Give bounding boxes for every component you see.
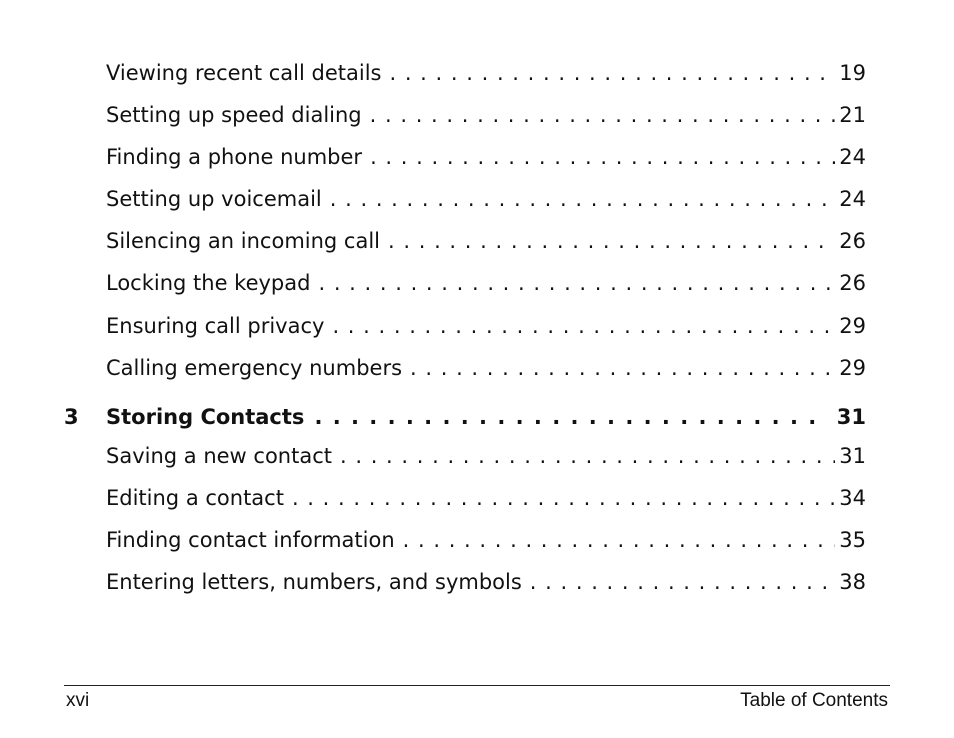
chapter-number: 3	[64, 405, 79, 429]
toc-entry-title: Setting up voicemail	[106, 187, 322, 211]
toc-entry-title: Viewing recent call details	[106, 61, 382, 85]
toc-entry-page: 35	[839, 528, 866, 552]
dot-leader	[340, 441, 835, 471]
toc-entry[interactable]	[106, 525, 866, 555]
toc-entry-page: 26	[839, 229, 866, 253]
toc-entry-title: Locking the keypad	[106, 271, 311, 295]
toc-entry-page: 31	[839, 444, 866, 468]
chapter-title: Storing Contacts	[106, 405, 305, 429]
toc-entry[interactable]	[106, 483, 866, 513]
toc-entry[interactable]	[106, 226, 866, 256]
dot-leader	[410, 353, 835, 383]
dot-leader	[530, 567, 835, 597]
dot-leader	[403, 525, 836, 555]
toc-entry-title: Finding a phone number	[106, 145, 363, 169]
toc-entry-page: 19	[839, 61, 866, 85]
toc-chapter[interactable]	[64, 402, 866, 432]
toc-entry[interactable]	[106, 184, 866, 214]
footer-page-number: xvi	[66, 690, 90, 711]
toc-entry-title: Editing a contact	[106, 486, 284, 510]
dot-leader	[292, 483, 835, 513]
dot-leader	[318, 268, 835, 298]
footer-divider	[64, 685, 890, 686]
toc-entry[interactable]	[106, 567, 866, 597]
toc-entry[interactable]	[106, 441, 866, 471]
dot-leader	[389, 58, 835, 88]
footer-section-title: Table of Contents	[740, 690, 888, 711]
toc-entry-page: 21	[839, 103, 866, 127]
dot-leader	[332, 311, 835, 341]
toc-entry[interactable]	[106, 142, 866, 172]
toc-entry[interactable]	[106, 268, 866, 298]
dot-leader	[314, 402, 826, 432]
toc-entry-title: Entering letters, numbers, and symbols	[106, 570, 522, 594]
toc-entry-page: 34	[839, 486, 866, 510]
toc-entry[interactable]	[106, 311, 866, 341]
toc-entry[interactable]	[106, 58, 866, 88]
toc-entry-page: 38	[839, 570, 866, 594]
toc-entry-title: Finding contact information	[106, 528, 395, 552]
toc-entry-page: 29	[839, 356, 866, 380]
toc-entry-page: 29	[839, 314, 866, 338]
toc-entry-page: 24	[839, 187, 866, 211]
toc-entry-title: Silencing an incoming call	[106, 229, 381, 253]
toc-entry-title: Ensuring call privacy	[106, 314, 325, 338]
toc-entry-title: Setting up speed dialing	[106, 103, 362, 127]
toc-entry-page: 26	[839, 271, 866, 295]
toc-entry[interactable]	[106, 353, 866, 383]
toc-entry-page: 24	[839, 145, 866, 169]
dot-leader	[388, 226, 835, 256]
dot-leader	[330, 184, 836, 214]
chapter-page: 31	[836, 405, 866, 429]
toc-entry[interactable]	[106, 100, 866, 130]
toc-entry-title: Saving a new contact	[106, 444, 332, 468]
dot-leader	[370, 100, 836, 130]
toc-entry-title: Calling emergency numbers	[106, 356, 403, 380]
dot-leader	[370, 142, 835, 172]
